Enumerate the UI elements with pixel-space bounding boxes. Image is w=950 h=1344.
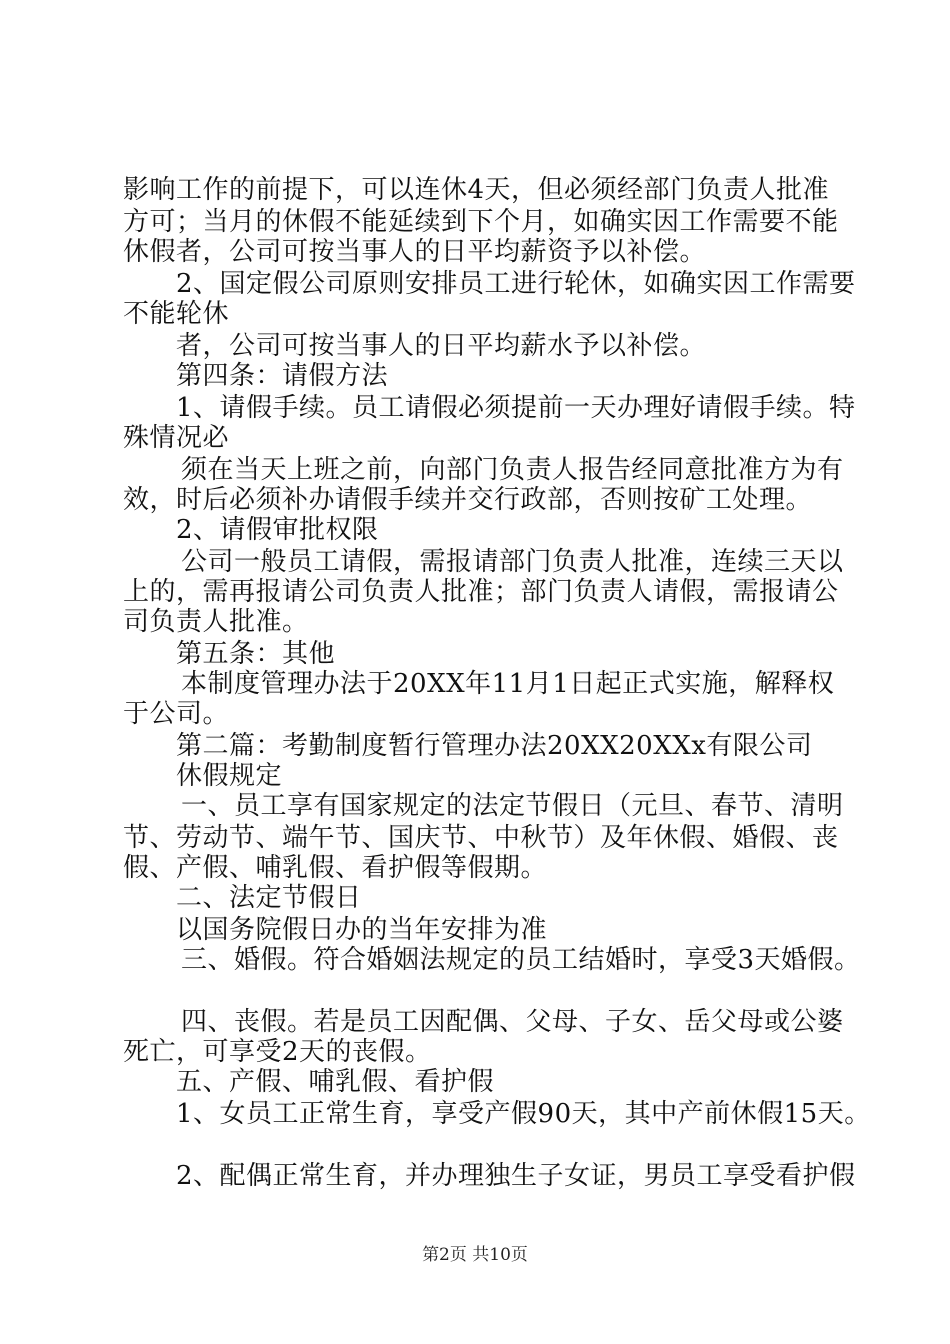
body-line: 殊情况必: [123, 423, 230, 453]
body-line: 2、国定假公司原则安排员工进行轮休，如确实因工作需要: [176, 269, 856, 299]
page-number: 第2页 共10页: [422, 1245, 528, 1265]
body-line: 者，公司可按当事人的日平均薪水予以补偿。: [176, 331, 707, 361]
body-line: 一、员工享有国家规定的法定节假日（元旦、春节、清明: [181, 791, 844, 821]
body-line: 司负责人批准。: [123, 607, 309, 637]
body-line: 上的，需再报请公司负责人批准；部门负责人请假，需报请公: [123, 577, 839, 607]
body-line: 效，时后必须补办请假手续并交行政部，否则按矿工处理。: [123, 485, 813, 515]
body-line: 三、婚假。符合婚姻法规定的员工结婚时，享受3天婚假。: [181, 945, 861, 975]
section-heading: 第五条：其他: [176, 639, 336, 669]
body-line: 方可；当月的休假不能延续到下个月，如确实因工作需要不能: [123, 207, 839, 237]
body-line: 1、女员工正常生育，享受产假90天，其中产前休假15天。: [176, 1099, 871, 1129]
body-line: 节、劳动节、端午节、国庆节、中秋节）及年休假、婚假、丧: [123, 823, 839, 853]
body-line: 影响工作的前提下，可以连休4天，但必须经部门负责人批准: [123, 175, 830, 205]
body-line: 公司一般员工请假，需报请部门负责人批准，连续三天以: [181, 547, 844, 577]
body-line: 本制度管理办法于20XX年11月1日起正式实施，解释权: [181, 669, 835, 699]
body-line: 四、丧假。若是员工因配偶、父母、子女、岳父母或公婆: [181, 1007, 844, 1037]
body-line: 休假者，公司可按当事人的日平均薪资予以补偿。: [123, 237, 707, 267]
body-line: 以国务院假日办的当年安排为准: [176, 915, 548, 945]
body-line: 2、请假审批权限: [176, 515, 379, 545]
body-line: 须在当天上班之前，向部门负责人报告经同意批准方为有: [181, 455, 844, 485]
body-line: 假、产假、哺乳假、看护假等假期。: [123, 853, 548, 883]
chapter-heading: 第二篇：考勤制度暂行管理办法20XX20XXx有限公司: [176, 731, 813, 761]
body-line: 2、配偶正常生育，并办理独生子女证，男员工享受看护假: [176, 1161, 856, 1191]
body-line: 不能轮休: [123, 299, 230, 329]
body-line: 死亡，可享受2天的丧假。: [123, 1037, 432, 1067]
body-line: 五、产假、哺乳假、看护假: [176, 1067, 495, 1097]
body-line: 休假规定: [176, 761, 283, 791]
body-line: 1、请假手续。员工请假必须提前一天办理好请假手续。特: [176, 393, 856, 423]
section-heading: 第四条：请假方法: [176, 361, 389, 391]
body-line: 于公司。: [123, 699, 230, 729]
body-line: 二、法定节假日: [176, 883, 362, 913]
